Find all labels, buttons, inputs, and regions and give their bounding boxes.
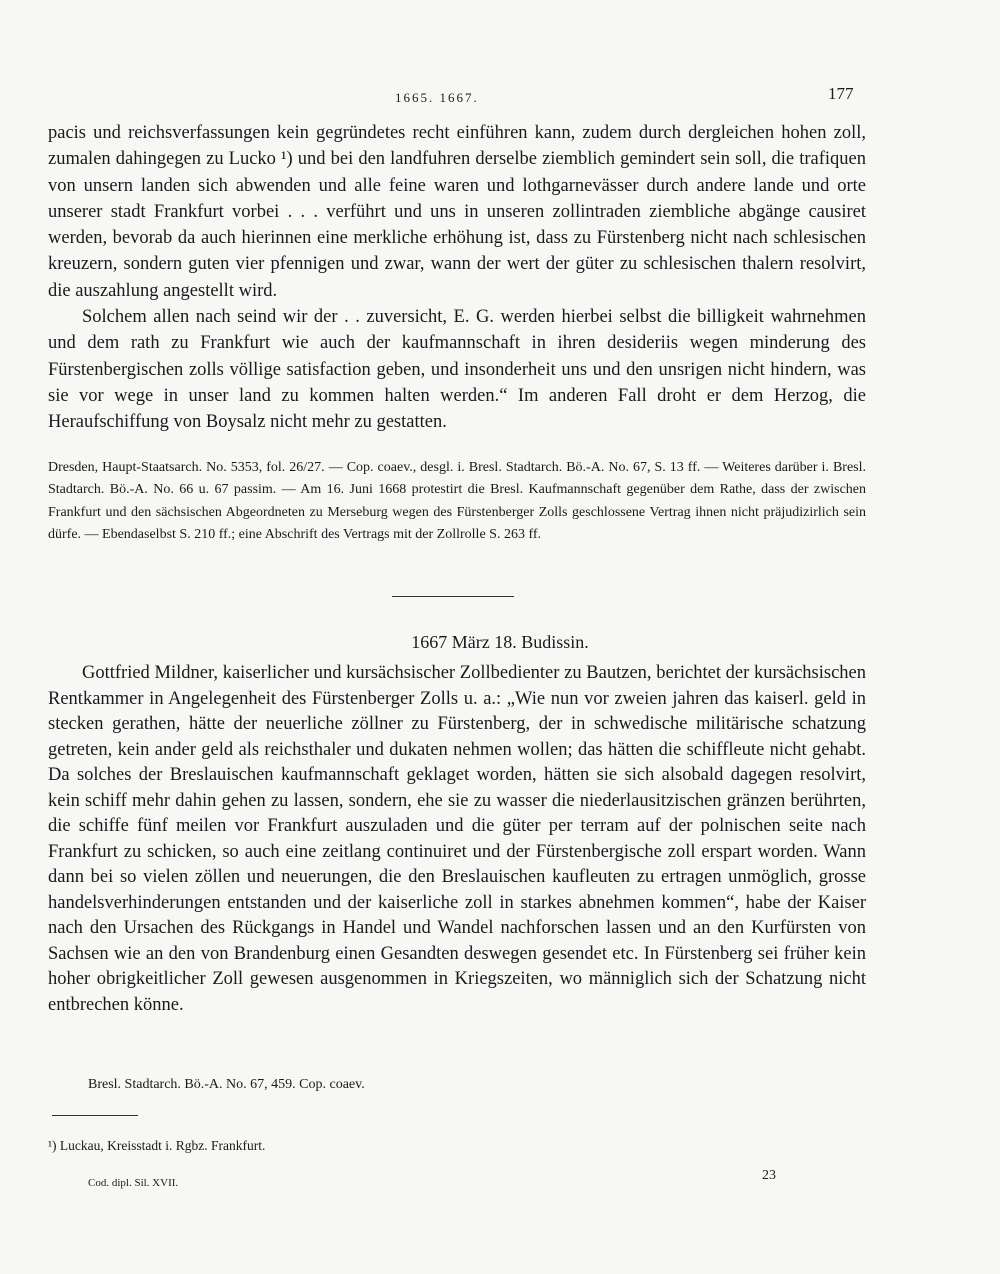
- footnote: ¹) Luckau, Kreisstadt i. Rgbz. Frankfurt.: [48, 1138, 266, 1153]
- document1-paragraph-2: Solchem allen nach seind wir der . . zuversicht, E. G. werden hierbei selbst die billigkeit wahrnehmen und dem rath zu Frankfurt wie auch der kaufmannschaft in ihren desideriis wegen minderung des Fürstenbergischen zolls völlige satisfaction geben, und insonderheit uns und den unsrigen nicht hindern, was sie vor wege in unser land zu kommen halten werden.“ Im anderen Fall droht er dem Herzog, die Heraufschiffung von Boysalz nicht mehr zu gestatten.: [48, 307, 866, 433]
- page-number: 177: [828, 84, 854, 103]
- document2-body: [48, 661, 866, 1018]
- footnote-divider: [52, 1115, 138, 1116]
- document2-source-note: Bresl. Stadtarch. Bö.-A. No. 67, 459. Cop. coaev.: [88, 1077, 365, 1092]
- running-header-years: 1665. 1667.: [395, 90, 479, 105]
- document1-body: [48, 120, 866, 436]
- document2-heading: 1667 März 18. Budissin.: [411, 632, 589, 652]
- signature-line: Cod. dipl. Sil. XVII.: [88, 1177, 179, 1189]
- section-divider: [392, 596, 514, 597]
- document1-paragraph-1: pacis und reichsverfassungen kein gegründetes recht einführen kann, zudem durch dergleichen hohen zoll, zumalen dahingegen zu Lucko ¹) und bei den landfuhren derselbe ziemblich gemindert sein soll, die trafiquen von unsern landen sich abwenden und alle feine waren und lothgarnevässer durch andere lande und orte unserer stadt Frankfurt vorbei . . . verführt und uns in unseren zollintraden ziembliche abgänge causiret werden, bevorab da auch hierinnen eine merkliche erhöhung ist, dass zu Fürstenberg nicht nach schlesischen kreuzern, sondern guten vier pfennigen und zwar, wann der wert der güter zu schlesischen thalern resolvirt, die auszahlung angestellt wird.: [48, 123, 866, 301]
- document2-paragraph: Gottfried Mildner, kaiserlicher und kursächsischer Zollbedienter zu Bautzen, berichtet der kursächsischen Rentkammer in Angelegenheit des Fürstenberger Zolls u. a.: „Wie nun vor zweien jahren das kaiserl. geld in stecken gerathen, hätte der neuerliche zöllner zu Fürstenberg, der in schwedische militärische schatzung getreten, kein ander geld als reichsthaler und dukaten nehmen wollen; das hätten die schiffleute nicht gehabt. Da solches der Breslauischen kaufmannschaft geklaget worden, hätten sie sich alsobald dagegen resolvirt, kein schiff mehr dahin gehen zu lassen, sondern, ehe sie zu wasser die niederlausitzischen gränzen berührten, die schiffe fünf meilen vor Frankfurt auszuladen und die güter per terram auf der polnischen seite nach Frankfurt zu schicken, so auch eine zeitlang continuiret und der Fürstenbergische zoll erspart worden. Wann dann bei so vielen zöllen und neuerungen, die den Breslauischen kaufleuten zu ertragen unmöglich, grosse handelsverhinderungen entstanden und der kaiserliche zoll in starkes abnehmen kommen“, habe der Kaiser nach den Ursachen des Rückgangs in Handel und Wandel nachforschen lassen und an den Kurfürsten von Sachsen wie an den von Brandenburg einen Gesandten deswegen gesendet etc. In Fürstenberg sei früher kein hoher obrigkeitlicher Zoll gewesen ausgenommen in Kriegszeiten, wo männiglich sich der Schatzung nicht entbrechen könne.: [48, 663, 866, 1015]
- document1-source-text: Dresden, Haupt-Staatsarch. No. 5353, fol. 26/27. — Cop. coaev., desgl. i. Bresl. Stadtarch. Bö.-A. No. 67, S. 13 ff. — Weiteres darüber i. Bresl. Stadtarch. Bö.-A. No. 66 u. 67 passim. — Am 16. Juni 1668 protestirt die Bresl. Kaufmannschaft gegenüber dem Rathe, dass der zwischen Frankfurt und den sächsischen Abgeordneten zu Merseburg wegen des Fürstenberger Zolls geschlossene Vertrag ihnen nicht präjudizirlich sein dürfe. — Ebendaselbst S. 210 ff.; eine Abschrift des Vertrags mit der Zollrolle S. 263 ff.: [48, 460, 866, 543]
- document1-source-note: [48, 457, 866, 547]
- sheet-number: 23: [762, 1168, 776, 1183]
